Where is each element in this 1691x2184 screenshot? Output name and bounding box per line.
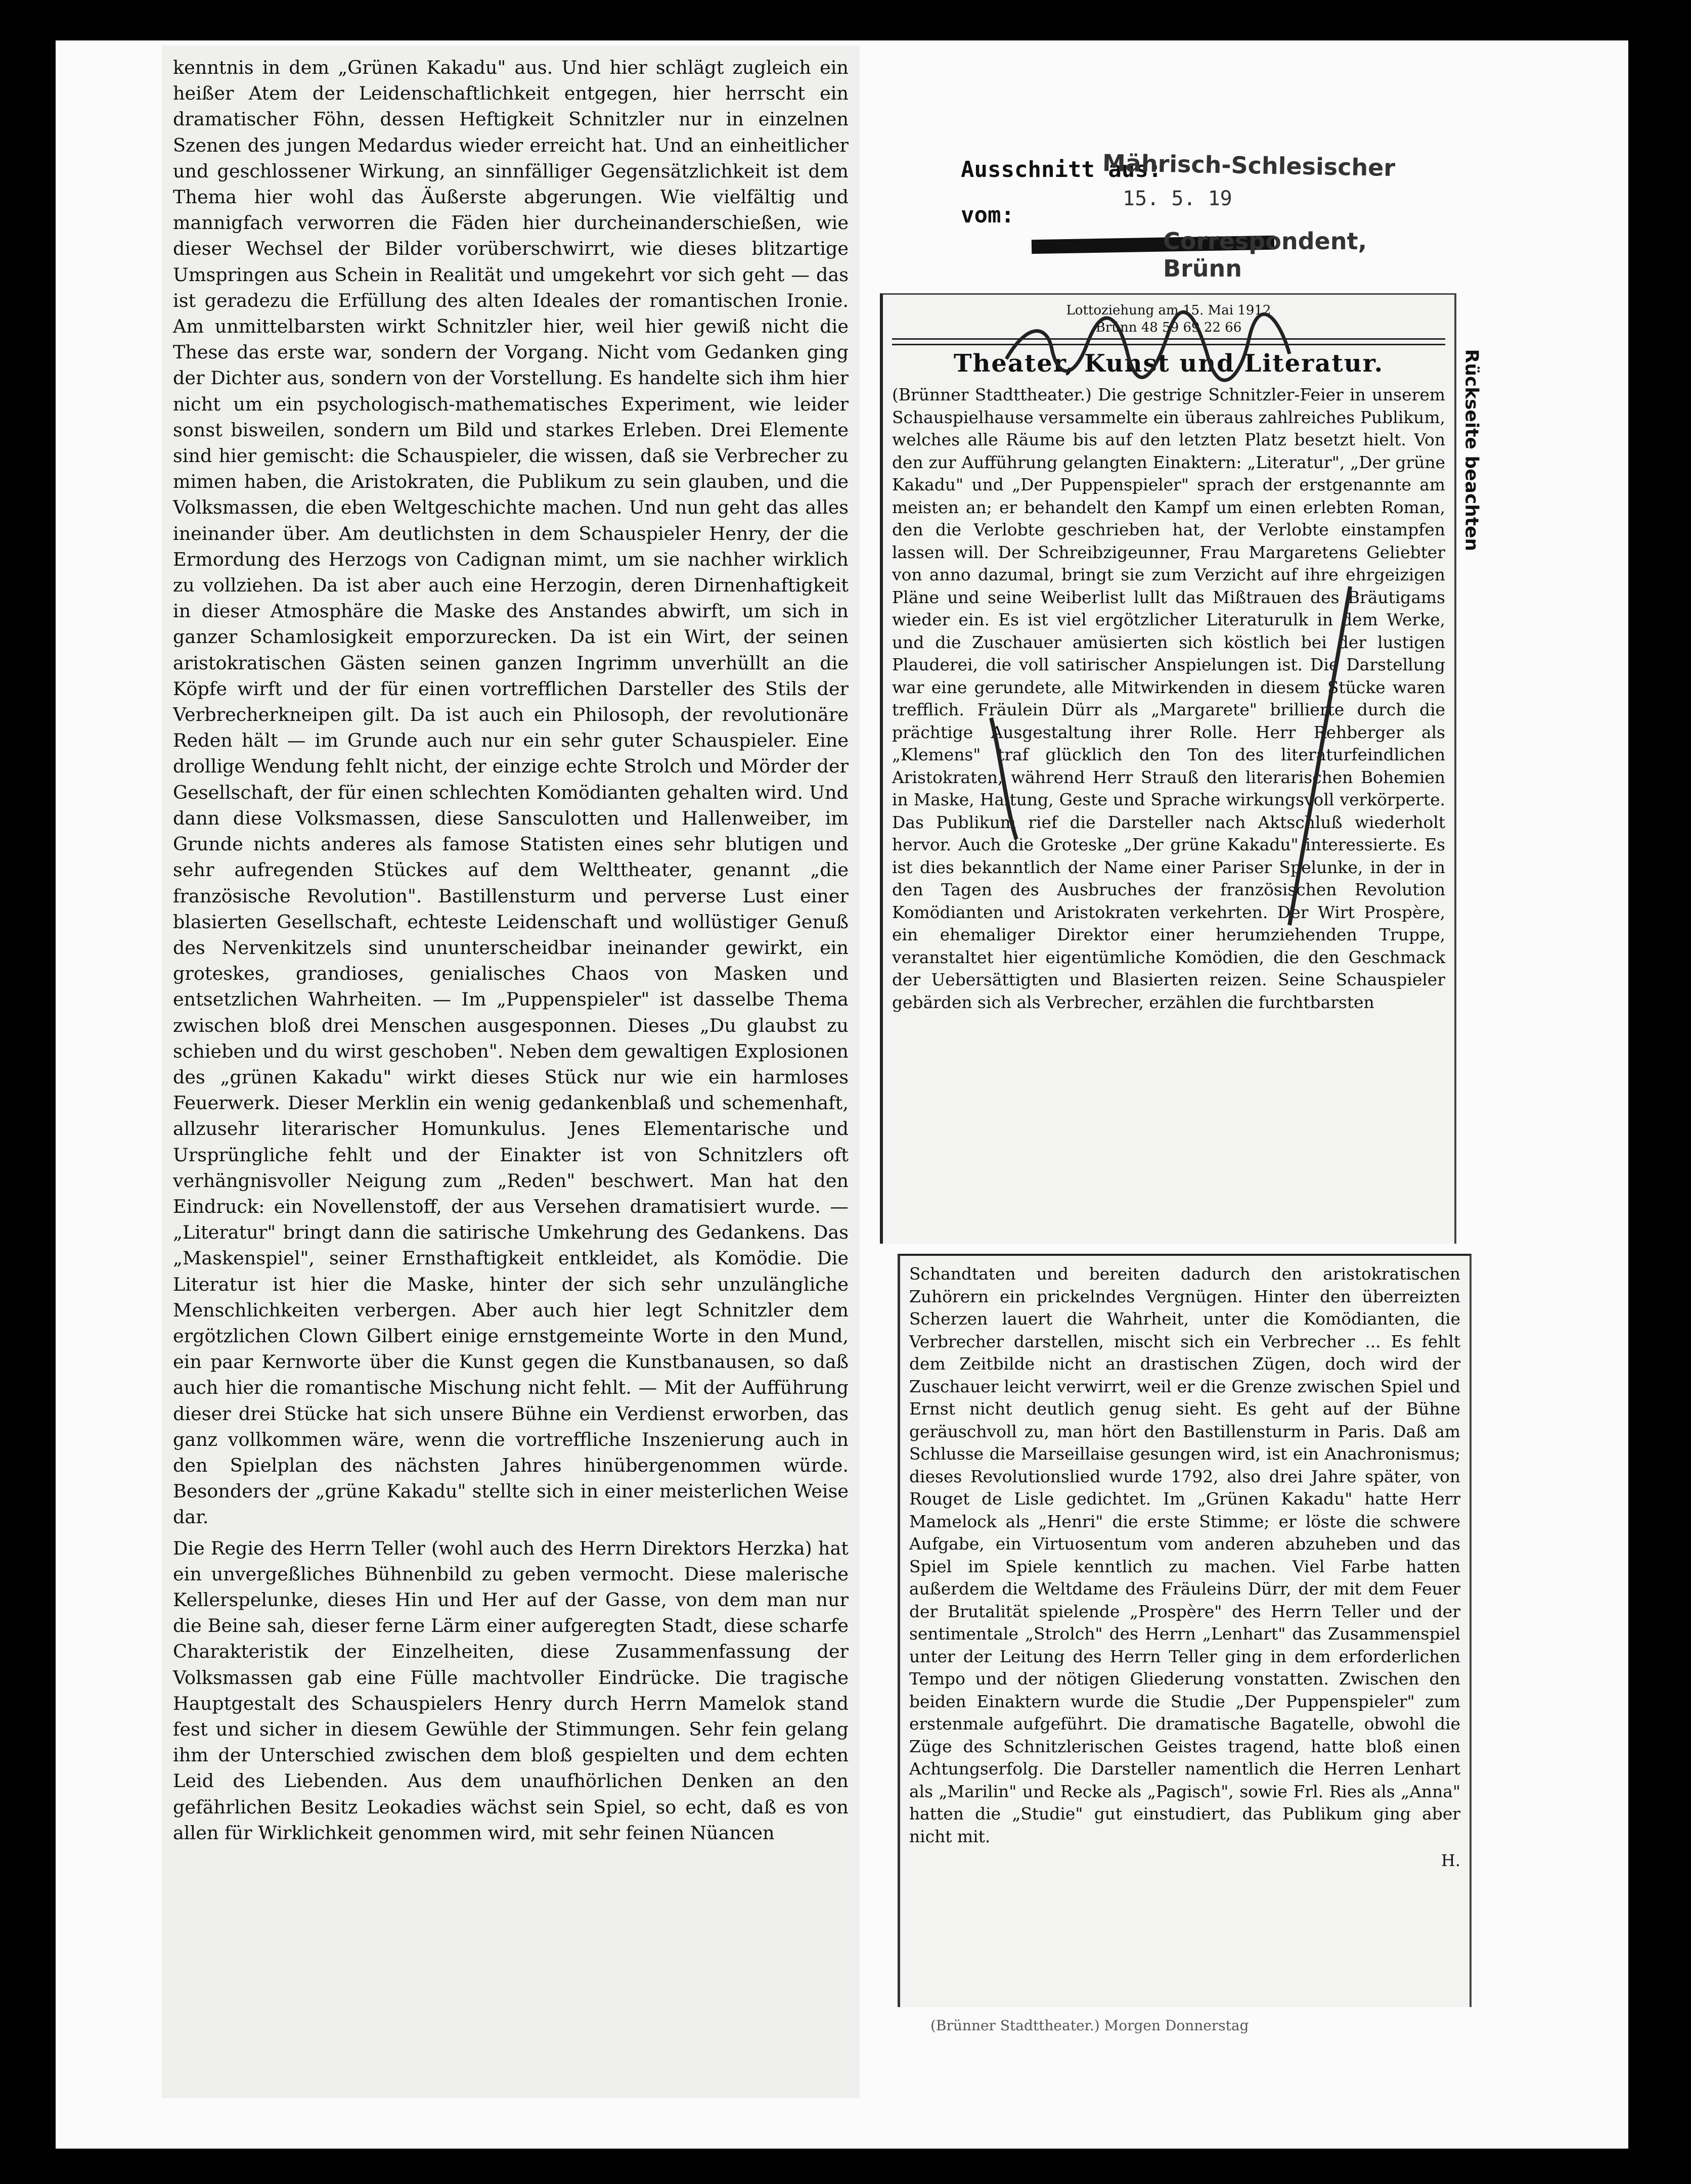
article-title: Theater, Kunst und Literatur. [892, 344, 1445, 378]
stamp-label-from: vom: [961, 202, 1014, 228]
left-column-paragraph-2: Die Regie des Herrn Teller (wohl auch des Herrn Direktors Herzka) hat ein unvergeßliches Bühnenbild zu geben vermocht. Diese malerische Kellerspelunke, dieses Hin und Her auf der Gasse, von dem man nur die Beine sah, dieser ferne Lärm einer aufgeregten Stadt, diese scharfe Charakteristik der Einzelheiten, diese Zusammenfassung der Volksmassen gab eine Fülle machtvoller Eindrücke. Die tragische Hauptgestalt des Schauspielers Henry durch Herrn Mamelok stand fest und sicher in diesem Gewühle der Stimmungen. Sehr fein gelang ihm der Unterschied zwischen dem bloß gespielten und dem echten Leid des Liebenden. Aus dem unaufhörlichen Denken an den gefährlichen Besitz Leokadies wächst sein Spiel, so echt, daß es von allen für Wirklichkeit genommen wird, mit sehr feinen Nüancen [173, 1537, 849, 1844]
side-note-text: Rückseite beachten [1461, 349, 1482, 552]
article-text-upper: (Brünner Stadttheater.) Die gestrige Schnitzler-Feier in unserem Schauspielhause versammelte ein überaus zahlreiches Publikum, welches alle Räume bis auf den letzten Platz besetzt hielt. Von den zur Aufführung gelangten Einaktern: „Literatur", „Der grüne Kakadu" und „Der Puppenspieler" sprach der erstgenannte am meisten an; er behandelt den Kampf um einen erlebten Roman, den die Verlobte geschrieben hat, der Verlobte einstampfen lassen will. Der Schreibzigeunner, Frau Margaretens Geliebter von anno dazumal, bringt sie zum Verzicht auf ihre ehrgeizigen Pläne und seine Weiberlist lullt das Mißtrauen des Bräutigams wieder ein. Es ist viel ergötzlicher Literaturulk in dem Werke, und die Zuschauer amüsierten sich köstlich bei der lustigen Plauderei, die voll satirischer Anspielungen ist. Die Darstellung war eine gerundete, alle Mitwirkenden in diesem Stücke waren trefflich. Fräulein Dürr als „Margarete" brillierte durch die prächtige Ausgestaltung ihrer Rolle. Herr Rehberger als „Klemens" traf glücklich den Ton des literaturfeindlichen Aristokraten, während Herr Strauß den literarischen Bohemien in Maske, Haltung, Geste und Sprache wirkungsvoll verkörperte. Das Publikum rief die Darsteller nach Aktschluß wiederholt hervor. Auch die Groteske „Der grüne Kakadu" interessierte. Es ist dies bekanntlich der Name einer Pariser Spelunke, in der in den Tagen des Ausbruches der französischen Revolution Komödianten und Aristokraten verkehrten. Der Wirt Prospère, ein ehemaliger Direktor einer herumziehenden Truppe, veranstaltet hier eigentümliche Komödien, die den Geschmack der Uebersättigten und Blasierten reizen. Seine Schauspieler gebärden sich als Verbrecher, erzählen die furchtbarsten [892, 385, 1445, 1012]
clipping-lower [898, 1254, 1472, 2007]
side-note [1456, 344, 1487, 627]
stamp-source-line-2: Correspondent, Brünn [1163, 228, 1367, 282]
stamp-label-cutting: Ausschnitt aus: [961, 157, 1162, 183]
article-signoff: H. [1441, 1851, 1460, 1870]
lottery-line-1: Lottoziehung am 15. Mai 1912 [1066, 303, 1271, 318]
article-footer-cut: (Brünner Stadttheater.) Morgen Donnerstag [930, 2017, 1249, 2034]
lottery-results [892, 302, 1445, 340]
stamp-source-line-1: Mährisch-Schlesischer [1102, 149, 1396, 182]
left-column-paragraph-1: kenntnis in dem „Grünen Kakadu" aus. Und hier schlägt zugleich ein heißer Atem der Leidenschaftlichkeit entgegen, hier herrscht ein dramatischer Föhn, dessen Heftigkeit Schnitzler nur in einzelnen Szenen des jungen Medardus wieder erreicht hat. Und an einheitlicher und geschlossener Wirkung, an sinnfälliger Gegensätzlichkeit ist dem Thema hier wohl das Äußerste abgerungen. Wie vielfältig und mannigfach verworren die Fäden hier durcheinanderschießen, wie dieser Wechsel der Bilder vorüberschwirrt, wie dieses blitzartige Umspringen aus Schein in Realität und umgekehrt vor sich geht — das ist geradezu die Erfüllung des alten Ideales der romantischen Ironie. Am unmittelbarsten wirkt Schnitzler hier, weil hier gewiß nicht die These das erste war, sondern der Vorgang. Nicht vom Gedanken ging der Dichter aus, sondern von der Vorstellung. Es handelte sich ihm hier nicht um ein psychologisch-mathematisches Experiment, wie leider sonst bisweilen, sondern um Bild und starkes Erleben. Drei Elemente sind hier gemischt: die Schauspieler, die wissen, daß sie Verbrecher zu mimen haben, die Aristokraten, die Publikum zu sein glauben, und die Volksmassen, die eben Weltgeschichte machen. Und nun geht das alles ineinander über. Am deutlichsten in dem Schauspieler Henry, der die Ermordung des Herzogs von Cadignan mimt, um sie nachher wirklich zu vollziehen. Da ist aber auch eine Herzogin, deren Dirnenhaftigkeit in dieser Atmosphäre die Maske des Anstandes abwirft, um sich in ganzer Schamlosigkeit emporzurecken. Da ist ein Wirt, der seinen aristokratischen Gästen seinen ganzen Ingrimm unverhüllt an die Köpfe wirft und der für einen vortrefflichen Darsteller des Stils der Verbrecherkneipen gilt. Da ist auch ein Philosoph, der revolutionäre Reden hält — im Grunde auch nur ein sehr guter Schauspieler. Eine drollige Wendung fehlt nicht, der einzige echte Strolch und Mörder der Gesellschaft, der für einen schlechten Komödianten gehalten wird. Und dann diese Volksmassen, diese Sansculotten und Hallenweiber, im Grunde nichts anderes als famose Statisten eines sehr blutigen und sehr aufregenden Stückes auf dem Welttheater, genannt „die französische Revolution". Bastillensturm und perverse Lust einer blasierten Gesellschaft, echteste Leidenschaft und wollüstiger Genuß des Nervenkitzels sind ununterscheidbar ineinander gewirkt, ein groteskes, grandioses, genialisches Chaos von Masken und entsetzlichen Wahrheiten. — Im „Puppenspieler" ist dasselbe Thema zwischen bloß drei Menschen ausgesponnen. Dieses „Du glaubst zu schieben und du wirst geschoben". Neben dem gewaltigen Explosionen des „grünen Kakadu" wirkt dieses Stück nur wie ein harmloses Feuerwerk. Dieser Merklin ein wenig gedankenblaß und schemenhaft, allzusehr literarischer Homunkulus. Jenes Elementarische und Ursprüngliche fehlt und der Einakter ist von Schnitzlers oft verhängnisvoller Neigung zum „Reden" beschwert. Man hat den Eindruck: ein Novellenstoff, der aus Versehen dramatisiert wurde. — „Literatur" bringt dann die satirische Umkehrung des Gedankens. Das „Maskenspiel", seiner Ernsthaftigkeit entkleidet, als Komödie. Die Literatur ist hier die Maske, hinter der sich sehr unzulängliche Menschlichkeiten verbergen. Aber auch hier legt Schnitzler dem ergötzlichen Clown Gilbert einige ernstgemeinte Worte in den Mund, ein paar Kernworte über die Kunst gegen die Kunstbanausen, so daß auch hier die romantische Mischung nicht fehlt. — Mit der Aufführung dieser drei Stücke hat sich unsere Bühne ein Verdienst erworben, das ganz vollkommen wäre, wenn die vortreffliche Inszenierung auch in den Spielplan des nächsten Jahres hinübergenommen würde. Besonders der „grüne Kakadu" stellte sich in einer meisterlichen Weise dar. [173, 57, 849, 1528]
clipping-upper [880, 293, 1456, 1244]
article-text-lower: Schandtaten und bereiten dadurch den aristokratischen Zuhörern ein prickelndes Vergnügen. Hinter den überreizten Scherzen lauert die Wahrheit, unter die Komödianten, die Verbrecher darstellen, mischt sich ein Verbrecher ... Es fehlt dem Zeitbilde nicht an drastischen Zügen, doch wird der Zuschauer leicht verwirrt, weil er die Grenze zwischen Spiel und Ernst nicht deutlich genug sieht. Es geht auf der Bühne geräuschvoll zu, man hört den Bastillensturm in Paris. Daß am Schlusse die Marseillaise gesungen wird, ist ein Anachronismus; dieses Revolutionslied wurde 1792, also drei Jahre später, von Rouget de Lisle gedichtet. Im „Grünen Kakadu" hatte Herr Mamelock als „Henri" die erste Stimme; er löste die schwere Aufgabe, ein Virtuosentum vom anderen abzuheben und das Spiel im Spiele kenntlich zu machen. Viel Farbe hatten außerdem die Weltdame des Fräuleins Dürr, der mit dem Feuer der Brutalität spielende „Prospère" des Herrn Teller und der sentimentale „Strolch" des Herrn „Lenhart" das Zusammenspiel unter der Leitung des Herrn Teller ging in dem erforderlichen Tempo und der nötigen Gliederung vonstatten. Zwischen den beiden Einaktern wurde die Studie „Der Puppenspieler" zum erstenmale aufgeführt. Die dramatische Bagatelle, obwohl die Züge des Schnitzlerischen Geistes tragend, hatte bloß einen Achtungserfolg. Die Darsteller namentlich die Herren Lenhart als „Marilin" und Recke als „Pagisch", sowie Frl. Ries als „Anna" hatten die „Studie" gut einstudiert, das Publikum ging aber nicht mit. [909, 1264, 1460, 1846]
left-newspaper-column [162, 46, 860, 2098]
lottery-line-2: Brünn 48 59 69 22 66 [1095, 320, 1242, 335]
page-edge-shadow [1628, 40, 1638, 2149]
stamp-date: 15. 5. 19 [1123, 187, 1232, 210]
clipping-service-stamp [951, 149, 1436, 282]
